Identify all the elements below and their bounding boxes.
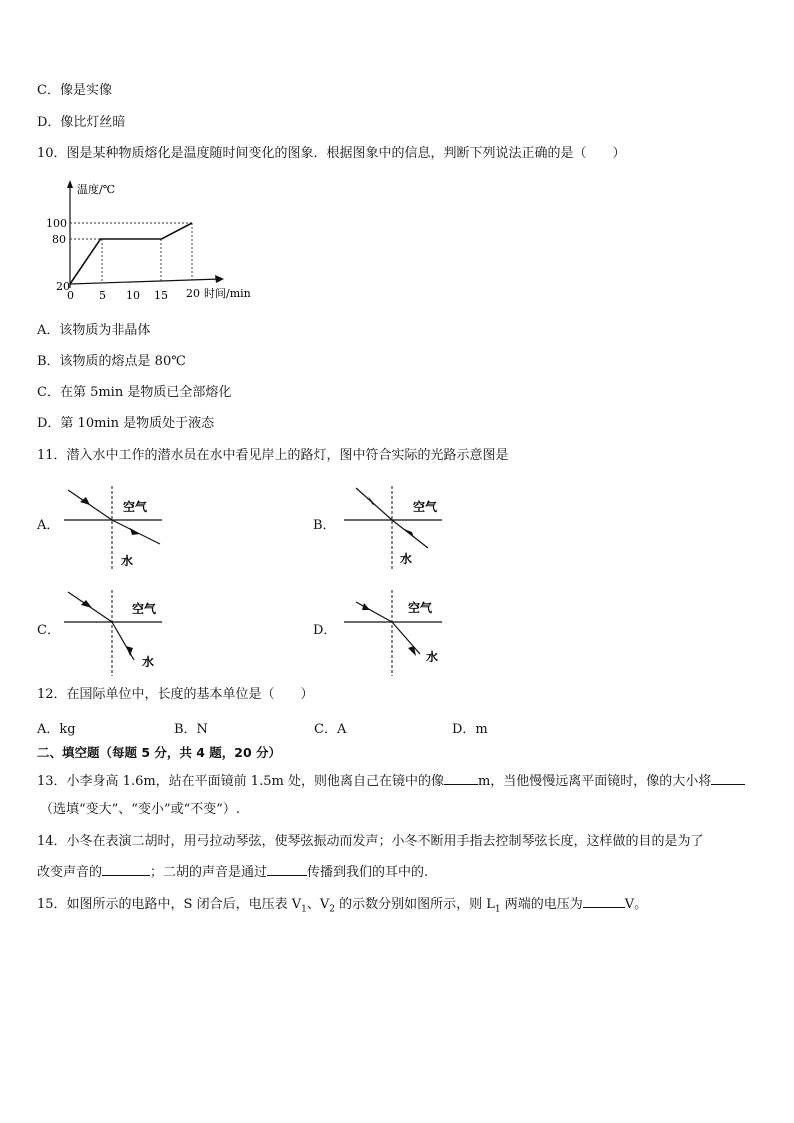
q13-blank-2: [711, 771, 745, 785]
x-tick-15: 15: [154, 289, 168, 302]
air-label: 空气: [123, 500, 148, 514]
q13-text-a: 13．小李身高 1.6m，站在平面镜前 1.5m 处，则他离自己在镜中的像: [37, 774, 444, 789]
y-axis-arrow: [67, 180, 73, 188]
q11-option-c-label: C．: [37, 623, 60, 638]
q11-stem: 11．潜入水中工作的潜水员在水中看见岸上的路灯，图中符合实际的光路示意图是: [37, 448, 509, 463]
q10-option-b: B．该物质的熔点是 80℃: [37, 354, 186, 369]
q15-sub-2: 2: [329, 904, 335, 915]
q12-option-d: D．m: [452, 722, 488, 737]
q10-option-a: A．该物质为非晶体: [37, 323, 151, 338]
q15-line: [37, 894, 647, 919]
q15-text-a: 15．如图所示的电路中，S 闭合后，电压表 V: [37, 897, 302, 912]
q11-option-b-diagram: [342, 484, 452, 572]
water-label: 水: [426, 650, 439, 664]
q15-sub-3: 1: [494, 904, 501, 915]
q15-text-d: 两端的电压为: [500, 897, 583, 912]
x-tick-5: 5: [99, 289, 106, 302]
x-axis-label: 时间/min: [204, 287, 251, 300]
q14-line2: [37, 862, 428, 882]
y-tick-80: 80: [52, 233, 66, 246]
air-label: 空气: [132, 602, 157, 616]
air-label: 空气: [413, 500, 438, 514]
water-label: 水: [121, 554, 134, 568]
y-tick-20: 20: [56, 280, 70, 293]
q15-text-b: 、V: [306, 897, 330, 912]
air-label: 空气: [408, 601, 433, 615]
q14-blank-1: [102, 862, 150, 876]
q10-option-d: D．第 10min 是物质处于液态: [37, 416, 215, 431]
y-axis-label: 温度/℃: [77, 183, 116, 196]
section-heading: 二、填空题（每题 5 分，共 4 题，20 分）: [37, 745, 282, 760]
q9-option-d: D．像比灯丝暗: [37, 115, 126, 130]
q13-blank-1: [444, 771, 478, 785]
q14-blank-2: [267, 862, 307, 876]
q11-option-a-label: A．: [37, 518, 60, 533]
q14-text-a: 改变声音的: [37, 865, 103, 880]
temperature-curve: [70, 223, 192, 284]
q12-option-a: A．kg: [37, 722, 76, 737]
q15-blank: [583, 894, 625, 908]
water-label: 水: [400, 552, 413, 566]
q11-option-c-diagram: [62, 588, 172, 678]
q14-text-b: ；二胡的声音是通过: [150, 865, 268, 880]
q12-option-c: C．A: [314, 722, 347, 737]
q11-option-a-diagram: [62, 484, 172, 572]
y-tick-100: 100: [46, 217, 67, 230]
x-axis: [70, 279, 220, 284]
x-tick-20: 20: [186, 287, 200, 300]
q14-text-c: 传播到我们的耳中的.: [307, 865, 429, 880]
q10-stem: 10．图是某种物质熔化是温度随时间变化的图象．根据图象中的信息，判断下列说法正确的是（ ）: [37, 146, 626, 161]
q11-option-d-label: D．: [313, 623, 337, 638]
q15-text-e: V。: [624, 897, 648, 912]
x-tick-10: 10: [126, 289, 140, 302]
q13-line1: [37, 771, 745, 791]
q13-line2: （选填“变大”、“变小”或“不变”）.: [40, 802, 241, 817]
q10-option-c: C．在第 5min 是物质已全部熔化: [37, 385, 232, 400]
water-label: 水: [142, 655, 155, 669]
q10-temperature-graph: [44, 176, 274, 306]
x-axis-arrow: [215, 275, 224, 283]
q11-option-d-diagram: [342, 588, 452, 678]
q12-option-b: B．N: [174, 722, 208, 737]
q12-stem: 12．在国际单位中，长度的基本单位是（ ）: [37, 687, 314, 702]
q15-sub-1: 1: [301, 904, 307, 915]
q14-line1: 14．小冬在表演二胡时，用弓拉动琴弦，使琴弦振动而发声；小冬不断用手指去控制琴弦长度，这样做的目的是为了: [37, 834, 704, 849]
q13-text-b: m，当他慢慢远离平面镜时，像的大小将: [477, 774, 712, 789]
q9-option-c: C．像是实像: [37, 83, 112, 98]
q11-option-b-label: B．: [313, 518, 336, 533]
x-tick-0: 0: [67, 289, 74, 302]
q15-text-c: 的示数分别如图所示，则 L: [334, 897, 495, 912]
